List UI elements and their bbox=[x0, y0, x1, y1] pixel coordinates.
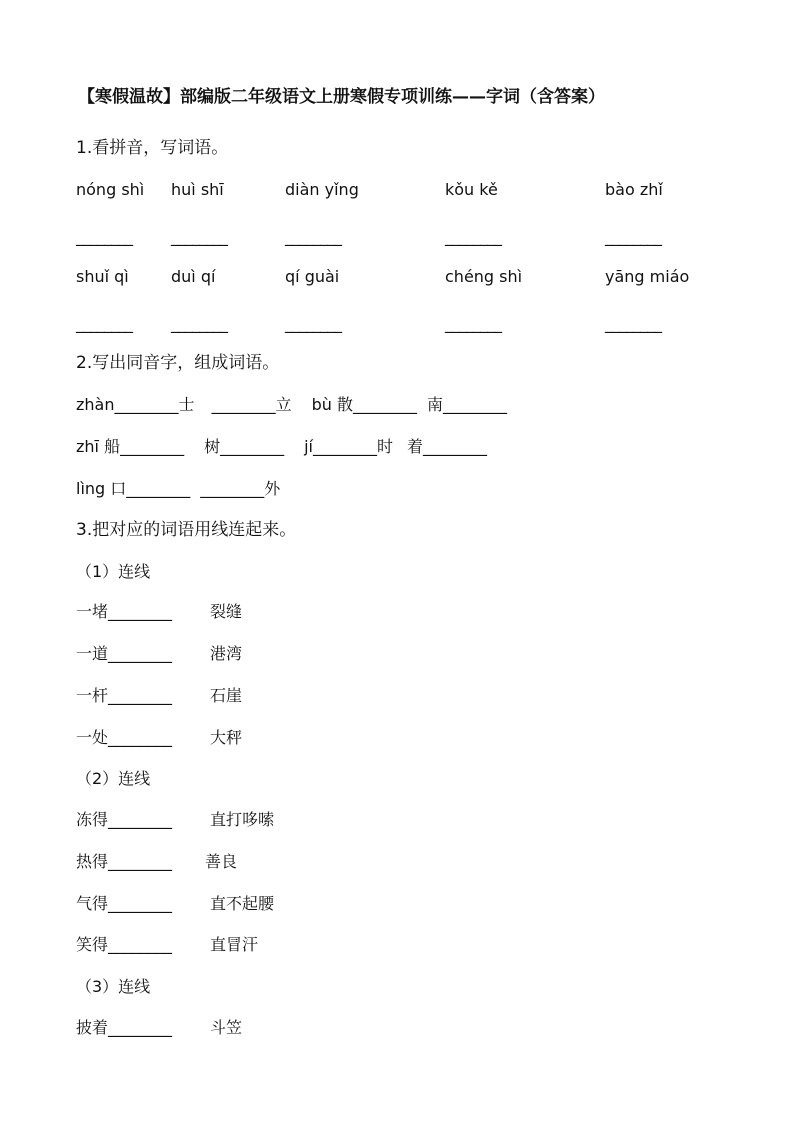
match-right-item[interactable]: 大秤 bbox=[210, 728, 243, 747]
q2-text: 立 bbox=[275, 395, 292, 414]
match-left-item[interactable]: 气得________ bbox=[76, 894, 173, 913]
q1-pinyin: shuǐ qì bbox=[76, 267, 129, 286]
q2-line-1 bbox=[76, 394, 507, 416]
q2-blank[interactable]: ________ bbox=[120, 437, 185, 456]
page-title: 【寒假温故】部编版二年级语文上册寒假专项训练——字词（含答案） bbox=[78, 87, 605, 107]
q2-text: lìng 口 bbox=[76, 479, 127, 498]
q1-pinyin: huì shī bbox=[171, 180, 224, 199]
match-left-item[interactable]: 披着________ bbox=[76, 1018, 173, 1037]
match-right-item[interactable]: 善良 bbox=[205, 852, 238, 871]
q2-blank[interactable]: ________ bbox=[423, 437, 488, 456]
q1-pinyin: duì qí bbox=[171, 267, 216, 286]
match-left-item[interactable]: 一处________ bbox=[76, 728, 173, 747]
q2-blank[interactable]: ________ bbox=[211, 395, 276, 414]
q1-answer-blank[interactable]: ________ bbox=[171, 227, 227, 246]
q2-text: 南 bbox=[426, 395, 443, 414]
q2-blank[interactable]: ________ bbox=[443, 395, 507, 414]
q2-text: jí bbox=[304, 437, 313, 456]
q1-answer-blank[interactable]: ________ bbox=[445, 314, 501, 333]
q1-pinyin: qí guài bbox=[285, 267, 340, 286]
q2-blank[interactable]: ________ bbox=[126, 479, 191, 498]
q3-sub3-label: （3）连线 bbox=[76, 977, 151, 996]
q1-pinyin: nóng shì bbox=[76, 180, 145, 199]
q2-blank[interactable]: ________ bbox=[220, 437, 285, 456]
q1-pinyin: diàn yǐng bbox=[285, 180, 359, 199]
match-left-item[interactable]: 冻得________ bbox=[76, 810, 173, 829]
match-left-item[interactable]: 一道________ bbox=[76, 644, 173, 663]
q1-answer-blank[interactable]: ________ bbox=[76, 227, 132, 246]
q1-answer-blank[interactable]: ________ bbox=[171, 314, 227, 333]
q1-pinyin: yāng miáo bbox=[605, 267, 690, 286]
q2-blank[interactable]: ________ bbox=[200, 479, 265, 498]
q2-blank[interactable]: ________ bbox=[114, 395, 179, 414]
q2-text: zhī 船 bbox=[76, 437, 121, 456]
match-left-item[interactable]: 一杆________ bbox=[76, 686, 173, 705]
q2-text: 着 bbox=[407, 437, 424, 456]
q2-text: 士 bbox=[178, 395, 200, 414]
match-right-item[interactable]: 直不起腰 bbox=[210, 894, 275, 913]
q1-answer-blank[interactable]: ________ bbox=[285, 314, 341, 333]
q1-pinyin: bào zhǐ bbox=[605, 180, 663, 199]
match-right-item[interactable]: 直打哆嗦 bbox=[210, 810, 275, 829]
q1-answer-blank[interactable]: ________ bbox=[76, 314, 132, 333]
match-right-item[interactable]: 直冒汗 bbox=[210, 935, 259, 954]
q2-blank[interactable]: ________ bbox=[312, 437, 377, 456]
q1-answer-blank[interactable]: ________ bbox=[445, 227, 501, 246]
q2-text: 外 bbox=[264, 479, 281, 498]
q3-heading: 3.把对应的词语用线连起来。 bbox=[76, 520, 297, 540]
q2-text: zhàn bbox=[76, 395, 115, 414]
q1-answer-blank[interactable]: ________ bbox=[285, 227, 341, 246]
match-right-item[interactable]: 石崖 bbox=[210, 686, 243, 705]
match-left-item[interactable]: 一堵________ bbox=[76, 602, 173, 621]
q2-text: 树 bbox=[204, 437, 221, 456]
q2-line-3 bbox=[76, 478, 280, 500]
q2-blank[interactable]: ________ bbox=[352, 395, 417, 414]
q2-text: 时 bbox=[376, 437, 393, 456]
q2-text: bù 散 bbox=[311, 395, 353, 414]
q3-sub2-label: （2）连线 bbox=[76, 769, 151, 788]
q2-heading: 2.写出同音字，组成词语。 bbox=[76, 353, 280, 373]
q3-sub1-label: （1）连线 bbox=[76, 562, 151, 581]
match-left-item[interactable]: 热得________ bbox=[76, 852, 173, 871]
match-right-item[interactable]: 裂缝 bbox=[210, 602, 243, 621]
q1-pinyin: chéng shì bbox=[445, 267, 523, 286]
q1-pinyin: kǒu kě bbox=[445, 180, 498, 199]
match-right-item[interactable]: 港湾 bbox=[210, 644, 243, 663]
match-left-item[interactable]: 笑得________ bbox=[76, 935, 173, 954]
q1-answer-blank[interactable]: ________ bbox=[605, 314, 661, 333]
q2-line-2 bbox=[76, 436, 487, 458]
q1-answer-blank[interactable]: ________ bbox=[605, 227, 661, 246]
q1-heading: 1.看拼音，写词语。 bbox=[76, 138, 229, 158]
match-right-item[interactable]: 斗笠 bbox=[210, 1018, 243, 1037]
